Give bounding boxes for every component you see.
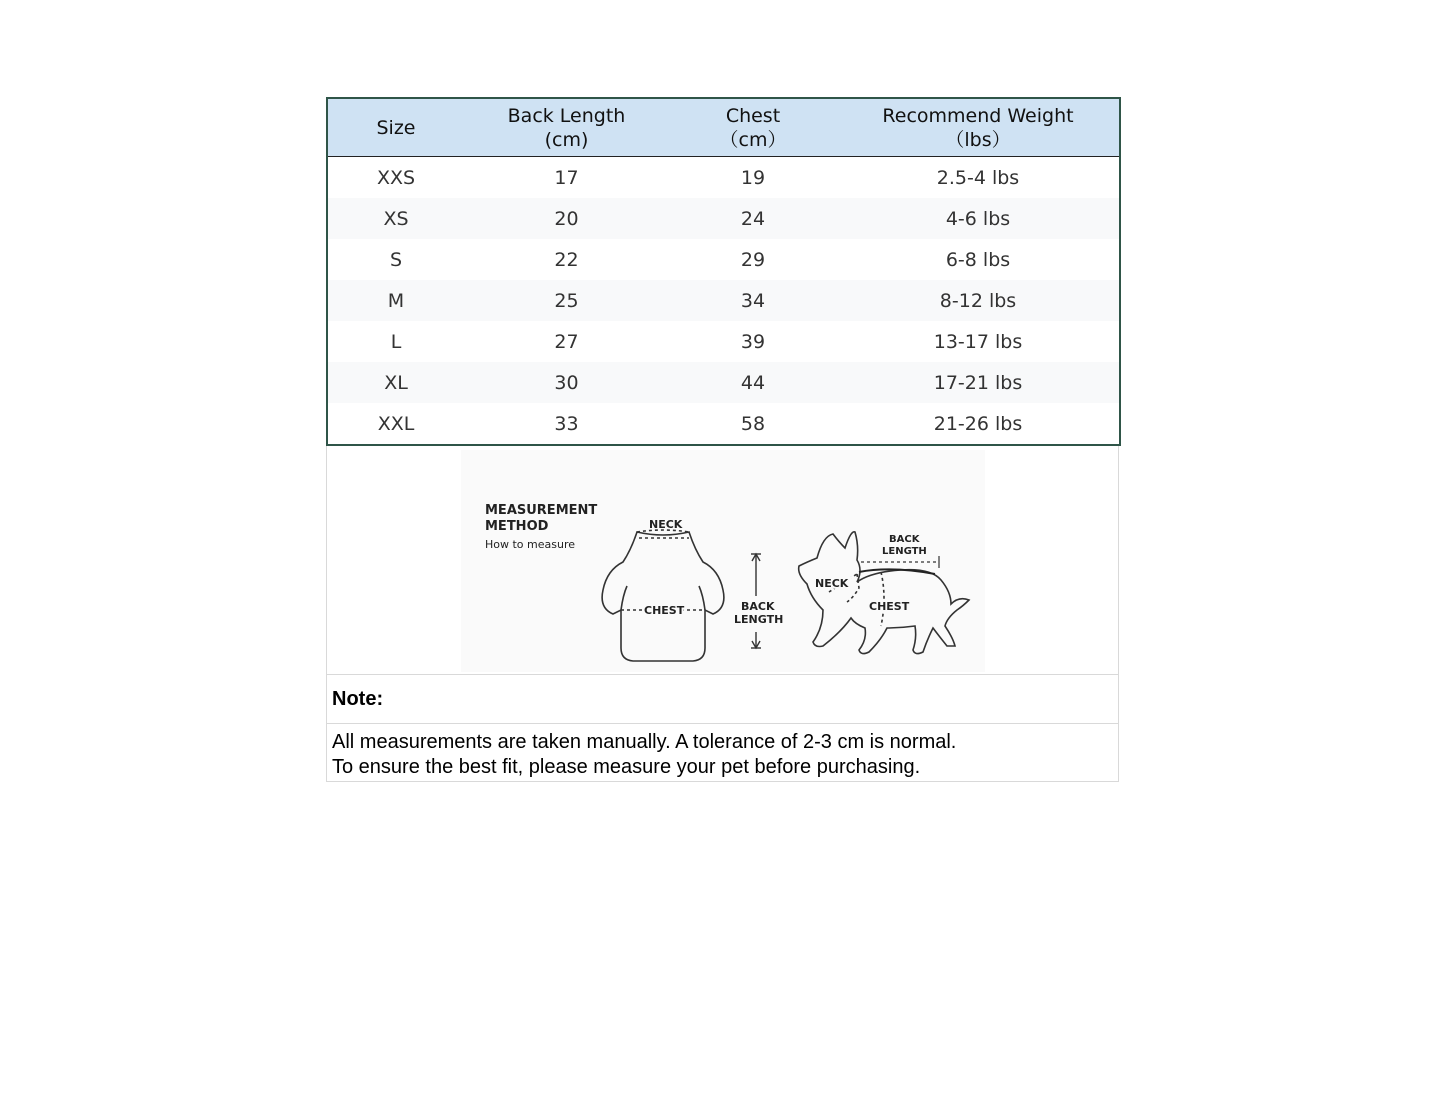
cell-weight: 6-8 lbs xyxy=(837,239,1120,280)
size-table xyxy=(326,97,1121,446)
diagram-subheading: How to measure xyxy=(485,538,576,551)
cell-size: XS xyxy=(327,198,464,239)
cat-back-length-marker xyxy=(861,556,939,568)
cell-back-length: 22 xyxy=(464,239,669,280)
cell-chest: 39 xyxy=(669,321,837,362)
note-line-2: To ensure the best fit, please measure your pet before purchasing. xyxy=(332,756,921,778)
cell-chest: 19 xyxy=(669,157,837,199)
table-row xyxy=(327,239,1120,280)
header-back-length: Back Length (cm) xyxy=(464,98,669,157)
cat-back-label: BACK xyxy=(889,534,920,545)
cell-back-length: 17 xyxy=(464,157,669,199)
measurement-diagram xyxy=(461,450,985,672)
shirt-chest-label: CHEST xyxy=(644,604,685,617)
diagram-heading-1: MEASUREMENT xyxy=(485,503,598,518)
shirt-illustration xyxy=(602,530,724,661)
cell-size: M xyxy=(327,280,464,321)
cell-size: XXS xyxy=(327,157,464,199)
cell-chest: 24 xyxy=(669,198,837,239)
cat-chest-label: CHEST xyxy=(869,600,910,613)
note-line-1: All measurements are taken manually. A tolerance of 2-3 cm is normal. xyxy=(332,731,957,753)
cell-back-length: 30 xyxy=(464,362,669,403)
diagram-heading-2: METHOD xyxy=(485,519,549,534)
cell-weight: 13-17 lbs xyxy=(837,321,1120,362)
cell-weight: 21-26 lbs xyxy=(837,403,1120,445)
cell-size: XXL xyxy=(327,403,464,445)
header-recommend-weight: Recommend Weight （lbs） xyxy=(837,98,1120,157)
cell-size: XL xyxy=(327,362,464,403)
cell-chest: 34 xyxy=(669,280,837,321)
cat-neck-label: NECK xyxy=(815,577,849,590)
table-row xyxy=(327,362,1120,403)
cell-back-length: 27 xyxy=(464,321,669,362)
cell-chest: 44 xyxy=(669,362,837,403)
cat-length-label: LENGTH xyxy=(882,546,927,557)
cell-chest: 29 xyxy=(669,239,837,280)
shirt-neck-label: NECK xyxy=(649,518,683,531)
cell-weight: 4-6 lbs xyxy=(837,198,1120,239)
cell-back-length: 25 xyxy=(464,280,669,321)
cell-chest: 58 xyxy=(669,403,837,445)
table-row xyxy=(327,321,1120,362)
arrow-back-label: BACK xyxy=(741,600,775,613)
note-body xyxy=(326,724,1119,782)
header-size: Size xyxy=(327,98,464,157)
arrow-length-label: LENGTH xyxy=(734,613,784,626)
size-chart-sheet xyxy=(326,97,1119,782)
cell-back-length: 33 xyxy=(464,403,669,445)
cell-back-length: 20 xyxy=(464,198,669,239)
cell-weight: 17-21 lbs xyxy=(837,362,1120,403)
cell-size: S xyxy=(327,239,464,280)
measurement-illustration xyxy=(461,450,985,672)
table-row xyxy=(327,280,1120,321)
measurement-image-cell xyxy=(326,446,1119,675)
table-row xyxy=(327,157,1120,199)
header-chest: Chest （cm） xyxy=(669,98,837,157)
note-title: Note: xyxy=(326,675,1119,724)
table-row xyxy=(327,403,1120,445)
cell-size: L xyxy=(327,321,464,362)
cell-weight: 2.5-4 lbs xyxy=(837,157,1120,199)
cell-weight: 8-12 lbs xyxy=(837,280,1120,321)
table-row xyxy=(327,198,1120,239)
table-header-row xyxy=(327,98,1120,157)
